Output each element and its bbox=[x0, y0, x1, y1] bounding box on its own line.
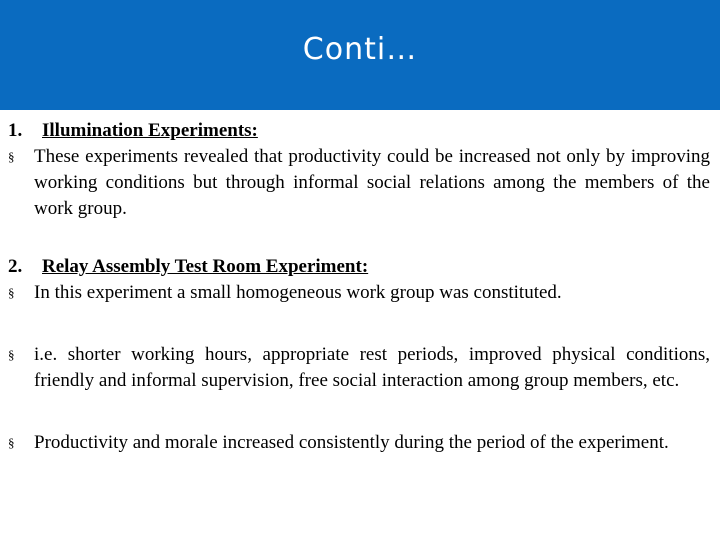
slide-body bbox=[8, 118, 710, 456]
bullet-icon: § bbox=[8, 435, 15, 450]
section-heading-relay-assembly bbox=[8, 254, 710, 280]
bullet-item bbox=[8, 342, 710, 394]
bullet-icon: § bbox=[8, 347, 15, 362]
section-number: 2. bbox=[8, 256, 23, 277]
bullet-icon: § bbox=[8, 149, 15, 164]
section-heading-text: Illumination Experiments: bbox=[42, 120, 258, 141]
section-heading-text: Relay Assembly Test Room Experiment: bbox=[42, 256, 369, 277]
section-number: 1. bbox=[8, 120, 23, 141]
bullet-icon: § bbox=[8, 285, 15, 300]
bullet-text: i.e. shorter working hours, appropriate rest periods, improved physical conditions, friendly and informal supervision, free social interaction among group members, etc. bbox=[34, 344, 710, 391]
bullet-text: Productivity and morale increased consistently during the period of the experiment. bbox=[34, 432, 669, 453]
bullet-text: These experiments revealed that productivity could be increased not only by improving working conditions but through informal social relations among the members of the work group. bbox=[34, 146, 710, 219]
slide-title: Conti… bbox=[302, 32, 418, 67]
bullet-item bbox=[8, 430, 710, 456]
bullet-item bbox=[8, 144, 710, 222]
section-heading-illumination bbox=[8, 118, 710, 144]
bullet-item bbox=[8, 280, 710, 306]
title-bar bbox=[0, 0, 720, 110]
bullet-text: In this experiment a small homogeneous work group was constituted. bbox=[34, 282, 562, 303]
